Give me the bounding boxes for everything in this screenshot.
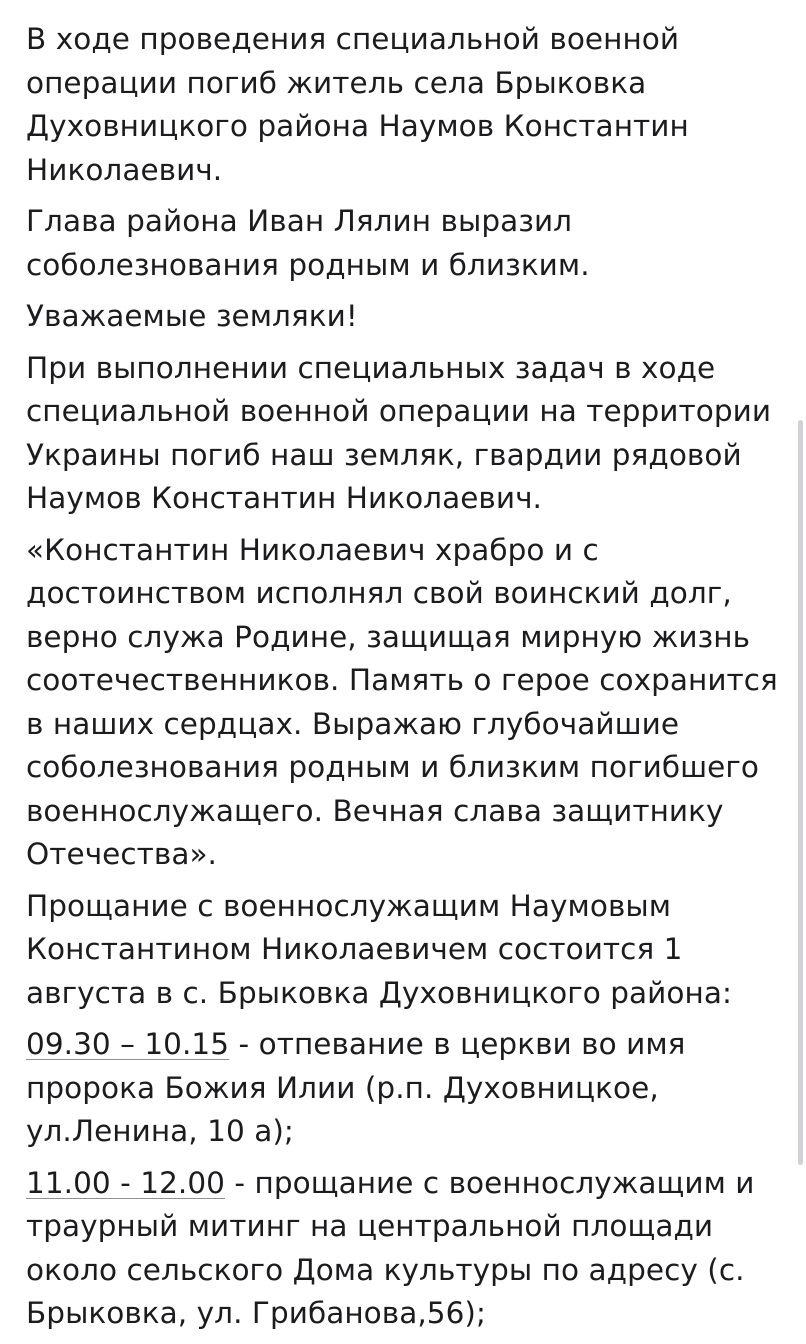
schedule-time-link[interactable]: 09.30 – 10.15 bbox=[26, 1027, 230, 1061]
scrollbar[interactable] bbox=[798, 420, 803, 1165]
schedule-time-link[interactable]: 11.00 - 12.00 bbox=[26, 1165, 225, 1200]
paragraph-2: Глава района Иван Лялин выразил соболезнования родным и близким. bbox=[26, 204, 590, 282]
schedule-description: - прощание с военнослужащим и траурный митинг на центральной площади около сельского Дома культуры по адресу (с. Брыковка, ул. Грибанова,56); bbox=[26, 1165, 755, 1330]
schedule-description: - отпевание в церкви во имя пророка Божия Илии (р.п. Духовницкое, ул.Ленина, 10 а); bbox=[26, 1027, 686, 1148]
paragraph-1: В ходе проведения специальной военной операции погиб житель села Брыковка Духовницкого района Наумов Константин Николаевич. bbox=[26, 22, 689, 187]
schedule-item bbox=[26, 1162, 786, 1336]
paragraph-quote: «Константин Николаевич храбро и с достоинством исполнял свой воинский долг, верно служа Родине, защищая мирную жизнь соотечественников. Память о герое сохранится в наших сердцах. Выражаю глубочайшие соболезнования родным и близким погибшего военнослужащего. Вечная слава защитнику Отечества». bbox=[26, 532, 778, 871]
paragraph-farewell: Прощание с военнослужащим Наумовым Константином Николаевичем состоится 1 августа в с. Брыковка Духовницкого района: bbox=[26, 888, 732, 1010]
paragraph-4: При выполнении специальных задач в ходе специальной военной операции на территории Украины погиб наш земляк, гвардии рядовой Наумов Константин Николаевич. bbox=[26, 350, 772, 515]
paragraph-3: Уважаемые земляки! bbox=[26, 299, 358, 333]
schedule-item bbox=[26, 1023, 786, 1154]
article-body bbox=[26, 0, 786, 1344]
